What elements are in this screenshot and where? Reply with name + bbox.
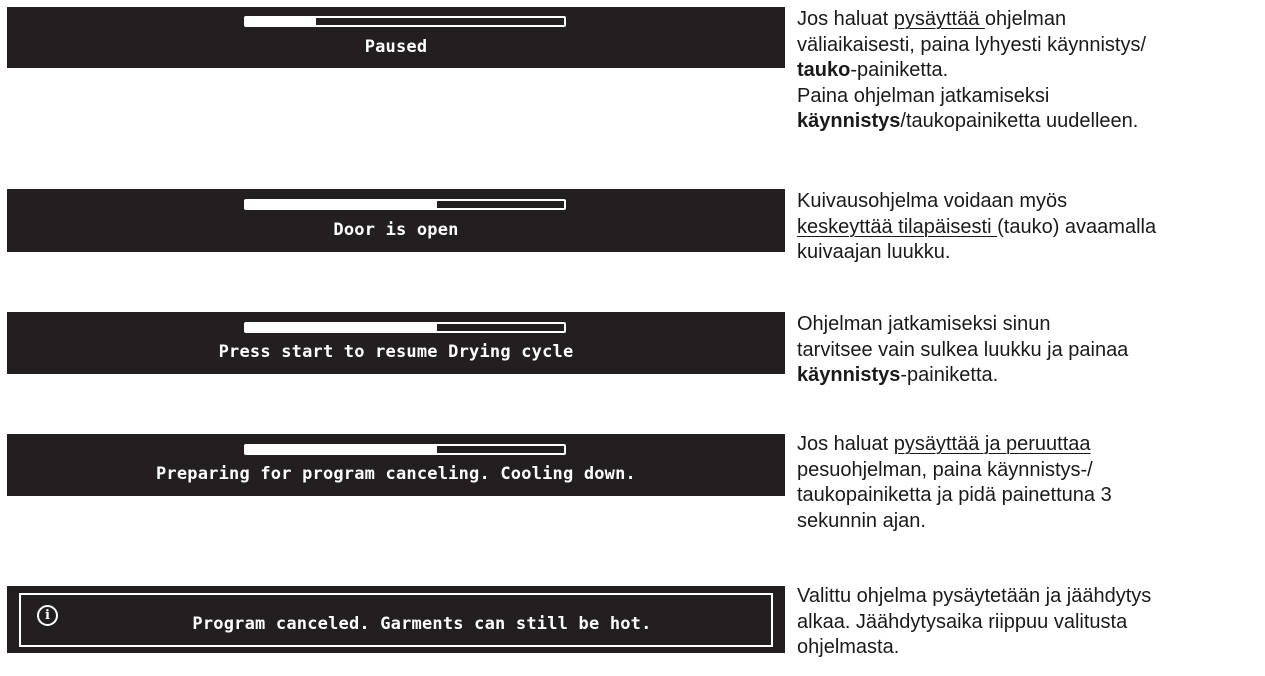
text-run: pesuohjelman, paina käynnistys-/	[797, 458, 1093, 481]
text-run: sekunnin ajan.	[797, 509, 926, 532]
text-run: Kuivausohjelma voidaan myös	[797, 190, 1068, 212]
progress-bar	[244, 322, 566, 333]
description-door-open	[797, 189, 1265, 266]
progress-bar	[244, 444, 566, 455]
display-panel-door-open	[7, 189, 785, 252]
description-cooling-down	[797, 432, 1265, 534]
text-run: Valittu ohjelma pysäytetään ja jäähdytys	[797, 585, 1152, 607]
progress-fill	[246, 324, 437, 331]
status-text: Press start to resume Drying cycle	[218, 342, 574, 362]
progress-bar	[244, 16, 566, 27]
text-run: taukopainiketta ja pidä painettuna 3	[797, 484, 1112, 506]
description-paused	[797, 7, 1265, 135]
status-text: Preparing for program canceling. Cooling down.	[155, 464, 636, 484]
text-run: tarvitsee vain sulkea luukku ja painaa	[797, 338, 1129, 361]
status-text: Program canceled. Garments can still be hot.	[192, 614, 652, 634]
text-run: väliaikaisesti, paina lyhyesti käynnistys/	[797, 33, 1147, 56]
status-text: Door is open	[333, 220, 459, 240]
text-run: alkaa. Jäähdytysaika riippuu valitusta	[797, 610, 1128, 633]
text-run: /taukopainiketta uudelleen.	[900, 110, 1139, 132]
underlined-text: pysäyttää	[893, 8, 985, 30]
description-press-start	[797, 312, 1265, 389]
text-run: Jos haluat	[797, 433, 894, 455]
underlined-text: keskeyttää tilapäisesti	[797, 215, 998, 238]
text-run: (tauko) avaamalla	[997, 215, 1157, 238]
emphasis-text: käynnistys	[797, 110, 901, 132]
emphasis-text: tauko	[797, 59, 851, 81]
progress-fill	[246, 446, 437, 453]
info-frame	[19, 593, 773, 647]
progress-bar	[244, 199, 566, 210]
progress-fill	[246, 201, 437, 208]
text-run: Ohjelman jatkamiseksi sinun	[797, 313, 1051, 335]
display-panel-press-start	[7, 312, 785, 374]
display-panel-paused	[7, 7, 785, 68]
progress-fill	[246, 18, 316, 25]
text-run: -painiketta.	[850, 59, 949, 81]
text-run: kuivaajan luukku.	[797, 241, 951, 263]
text-run: -painiketta.	[900, 364, 999, 386]
text-run: ohjelman	[984, 8, 1067, 30]
underlined-text: pysäyttää ja peruuttaa	[893, 433, 1091, 455]
info-icon: i	[37, 605, 58, 626]
text-run: Jos haluat	[797, 8, 894, 30]
display-panel-canceled	[7, 586, 785, 653]
status-text: Paused	[364, 37, 428, 57]
description-canceled	[797, 584, 1265, 661]
text-run: Paina ohjelman jatkamiseksi	[797, 84, 1050, 107]
text-run: ohjelmasta.	[797, 636, 900, 658]
emphasis-text: käynnistys	[797, 364, 901, 386]
display-panel-cooling-down	[7, 434, 785, 496]
